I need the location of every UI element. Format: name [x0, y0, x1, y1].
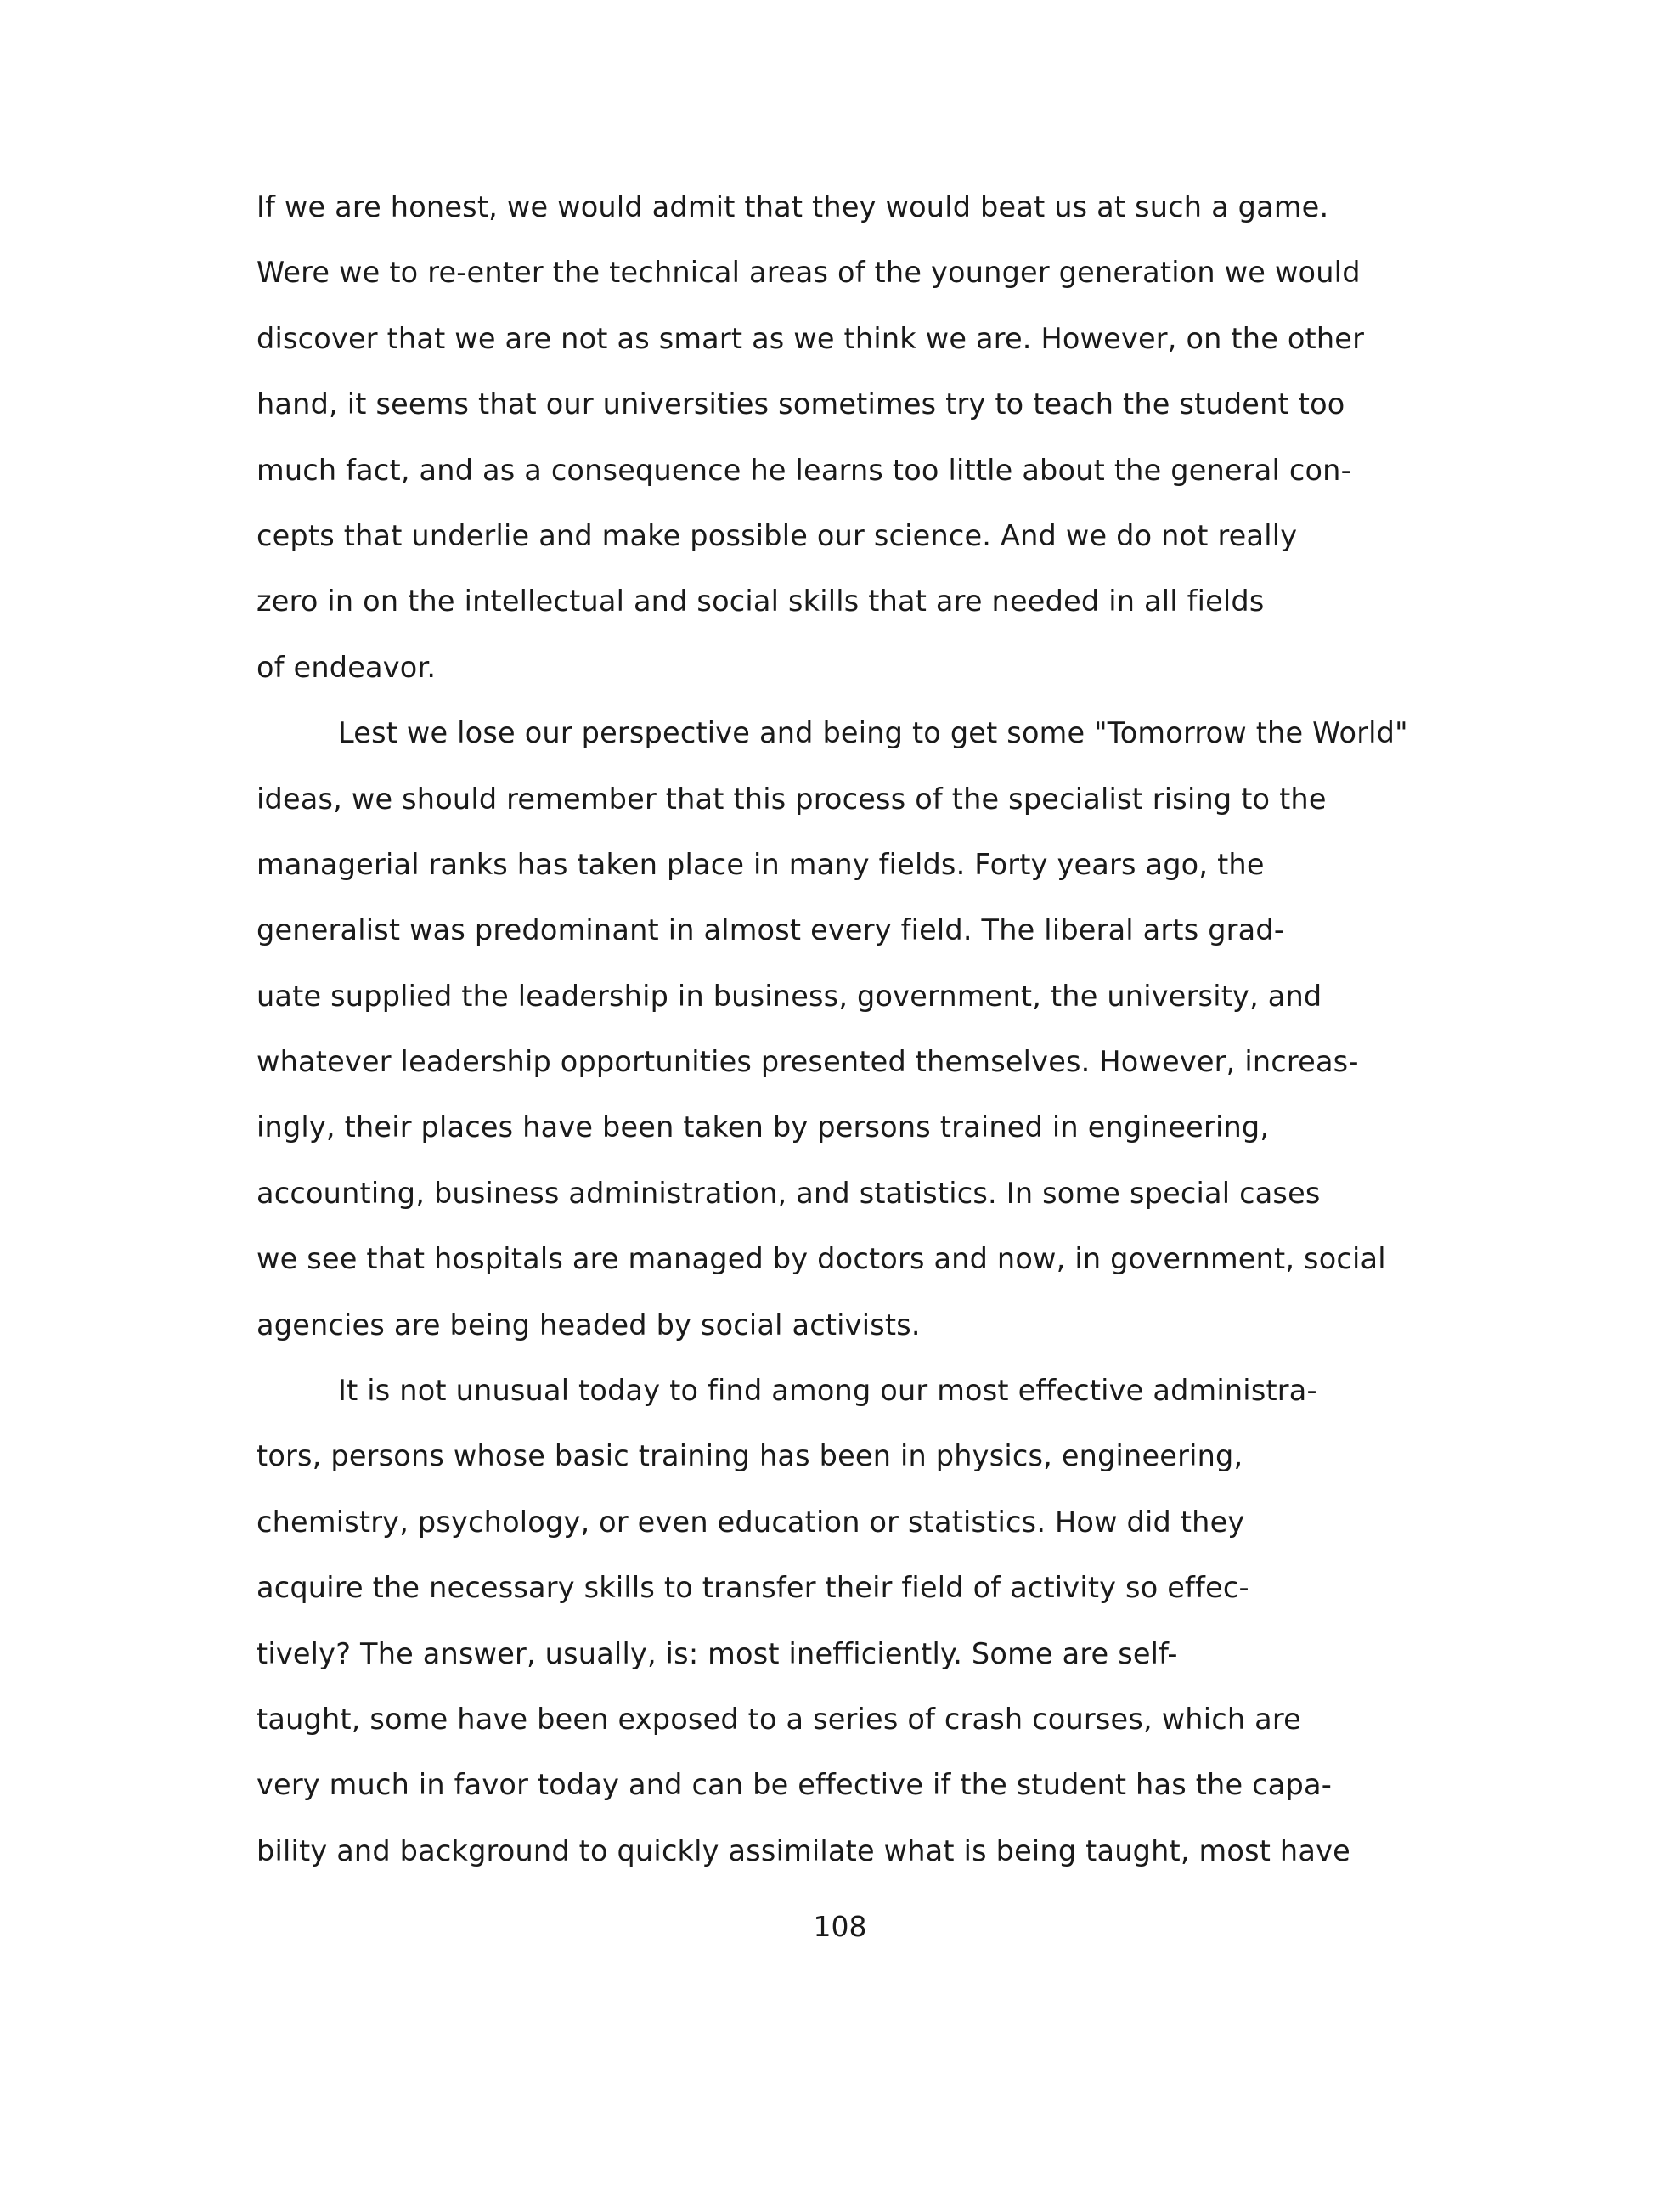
text-line: agencies are being headed by social activists. — [257, 1308, 921, 1342]
text-line: bility and background to quickly assimilate what is being taught, most have — [257, 1833, 1350, 1867]
text-line: whatever leadership opportunities presented themselves. However, increas- — [257, 1045, 1359, 1079]
text-line: taught, some have been exposed to a series of crash courses, which are — [257, 1702, 1301, 1736]
text-line: Lest we lose our perspective and being to get some "Tomorrow the World" — [338, 716, 1408, 750]
text-line: managerial ranks has taken place in many fields. Forty years ago, the — [257, 847, 1265, 881]
text-line: tors, persons whose basic training has been in physics, engineering, — [257, 1439, 1243, 1473]
text-line: ideas, we should remember that this process of the specialist rising to the — [257, 782, 1327, 816]
text-line: we see that hospitals are managed by doctors and now, in government, social — [257, 1242, 1386, 1276]
text-line: very much in favor today and can be effective if the student has the capa- — [257, 1768, 1332, 1802]
text-line: much fact, and as a consequence he learns too little about the general con- — [257, 453, 1351, 487]
text-line: discover that we are not as smart as we think we are. However, on the other — [257, 321, 1365, 355]
text-line: cepts that underlie and make possible our science. And we do not really — [257, 518, 1298, 552]
text-line: It is not unusual today to find among our most effective administra- — [338, 1374, 1317, 1408]
text-line: of endeavor. — [257, 650, 437, 684]
text-line: hand, it seems that our universities sometimes try to teach the student too — [257, 387, 1345, 421]
text-line: uate supplied the leadership in business, government, the university, and — [257, 979, 1322, 1013]
text-line: zero in on the intellectual and social skills that are needed in all fields — [257, 585, 1265, 619]
text-line: ingly, their places have been taken by persons trained in engineering, — [257, 1110, 1270, 1144]
text-line: acquire the necessary skills to transfer their field of activity so effec- — [257, 1571, 1249, 1605]
body-text — [257, 174, 1497, 1884]
text-line: If we are honest, we would admit that they would beat us at such a game. — [257, 190, 1329, 223]
text-line: generalist was predominant in almost every field. The liberal arts grad- — [257, 913, 1285, 947]
text-line: chemistry, psychology, or even education or statistics. How did they — [257, 1505, 1245, 1539]
page-number: 108 — [813, 1910, 867, 1943]
text-line: tively? The answer, usually, is: most inefficiently. Some are self- — [257, 1636, 1178, 1670]
text-line: accounting, business administration, and statistics. In some special cases — [257, 1176, 1321, 1210]
text-line: Were we to re-enter the technical areas of the younger generation we would — [257, 256, 1361, 290]
